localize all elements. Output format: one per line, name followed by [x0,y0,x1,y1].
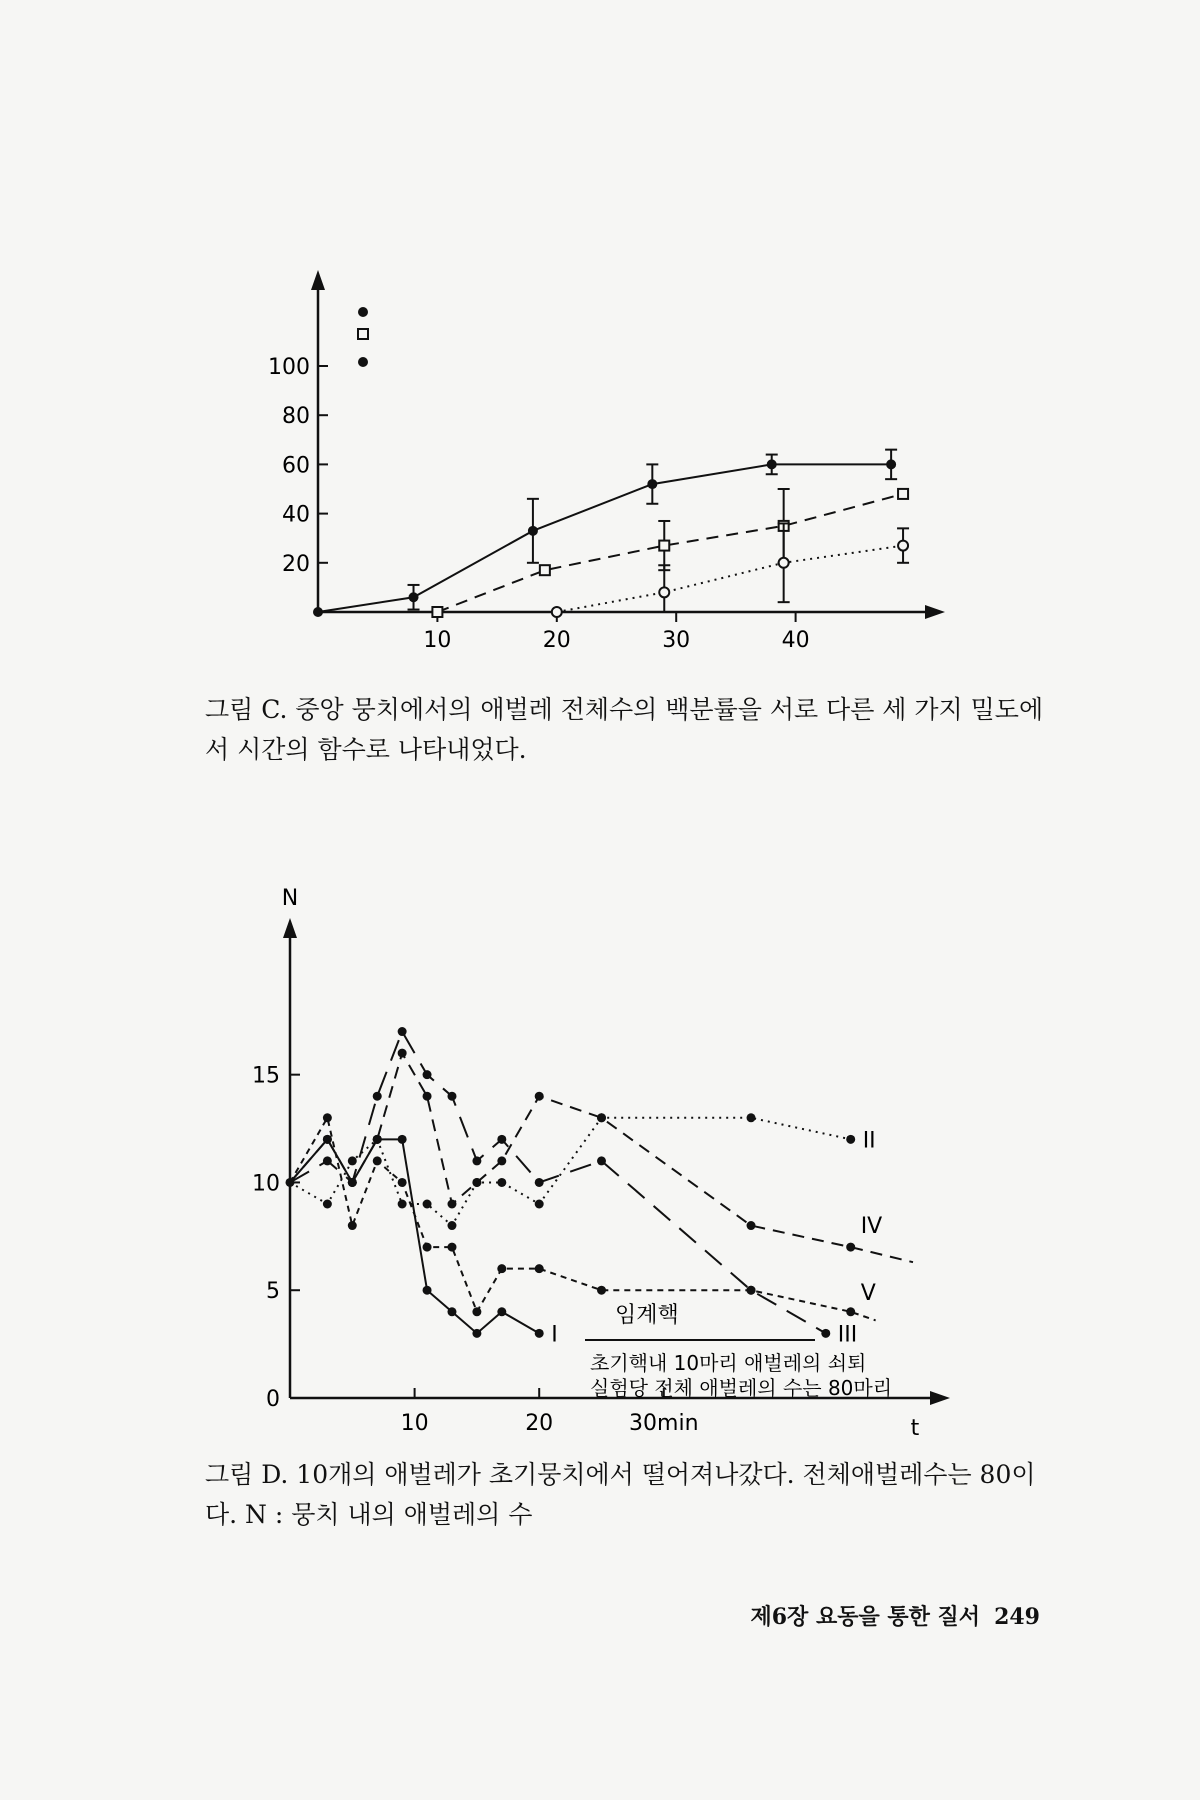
data-point [898,489,908,499]
data-point [472,1178,481,1187]
data-point [373,1156,382,1165]
data-point [821,1329,830,1338]
data-point [472,1156,481,1165]
series-line [290,1139,539,1333]
series-line [290,1032,826,1334]
data-point [497,1178,506,1187]
legend-marker [358,357,368,367]
series-label: V [860,1280,876,1306]
x-tick-label: 20 [542,628,571,653]
figure-c-series [313,450,909,617]
data-point [497,1135,506,1144]
data-point [423,1286,432,1295]
data-point [497,1264,506,1273]
y-tick-label: 20 [282,551,310,577]
data-point [846,1135,855,1144]
y-tick-label: 5 [266,1279,280,1305]
x-axis-arrow [925,605,945,619]
data-point [597,1156,606,1165]
annotation-line-2: 실험당 전체 애벌레의 수는 80마리 [590,1376,893,1400]
data-point [398,1178,407,1187]
page-footer [700,1600,1040,1631]
y-axis-arrow [311,270,325,290]
data-point [597,1113,606,1122]
data-point [597,1286,606,1295]
data-point [348,1221,357,1230]
figure-d-caption: 그림 D. 10개의 애벌레가 초기뭉치에서 떨어져나갔다. 전체애벌레수는 80이다. N : 뭉치 내의 애벌레의 수 [205,1460,1036,1529]
data-point [323,1135,332,1144]
data-point [447,1221,456,1230]
data-point [886,459,896,469]
data-point [398,1135,407,1144]
series-line [557,546,903,612]
figure-c-legend [358,307,368,367]
x-tick-label: 40 [781,628,810,653]
data-point [398,1200,407,1209]
series-label: IV [860,1214,883,1240]
series-label: II [862,1128,876,1154]
page-number: 249 [994,1604,1040,1630]
data-point [747,1286,756,1295]
data-point [447,1200,456,1209]
data-point [552,607,562,617]
y-tick-label: 15 [252,1063,280,1089]
data-point [497,1156,506,1165]
x-axis-label: t [910,1416,920,1441]
data-point [472,1329,481,1338]
data-point [447,1243,456,1252]
data-point [423,1070,432,1079]
data-point [323,1200,332,1209]
data-point [398,1049,407,1058]
data-point [535,1200,544,1209]
data-point [472,1307,481,1316]
y-tick-label: 10 [252,1171,280,1197]
y-tick-label: 100 [268,355,310,380]
data-point [323,1113,332,1122]
data-point [540,565,550,575]
y-tick-label: 0 [266,1387,280,1412]
data-point [535,1264,544,1273]
figure-d-chart [0,850,1200,1450]
x-axis-arrow [930,1391,950,1405]
data-point [779,558,789,568]
chapter-title: 제6장 요동을 통한 질서 [750,1604,981,1630]
legend-marker [358,307,368,317]
data-point [747,1113,756,1122]
data-point [767,459,777,469]
x-tick-label: 10 [423,628,452,653]
x-tick-label: 30min [629,1411,699,1436]
legend-marker [358,329,368,339]
x-tick-label: 30 [662,628,691,653]
data-point [286,1178,295,1187]
x-tick-label: 20 [525,1411,554,1436]
data-point [846,1307,855,1316]
data-point [313,607,323,617]
data-point [535,1178,544,1187]
series-label: I [551,1322,558,1348]
data-point [535,1329,544,1338]
data-point [535,1092,544,1101]
y-tick-label: 80 [282,404,310,430]
data-point [447,1092,456,1101]
data-point [373,1092,382,1101]
data-point [747,1221,756,1230]
data-point [647,479,657,489]
annotation-line-1: 초기핵내 10마리 애벌레의 쇠퇴 [590,1351,867,1375]
figure-d-series [286,1027,914,1347]
series-line [318,464,891,612]
figure-c-axes [268,270,945,653]
data-point [659,587,669,597]
data-point [659,541,669,551]
x-tick-label: 10 [400,1411,429,1436]
y-axis-label: N [281,886,299,911]
data-point [423,1243,432,1252]
data-point [323,1156,332,1165]
figure-d-annotation [585,1303,892,1400]
y-axis-arrow [283,918,297,938]
data-point [409,592,419,602]
data-point [398,1027,407,1036]
series-label: III [837,1322,858,1348]
data-point [423,1200,432,1209]
series-line [437,494,903,612]
data-point [497,1307,506,1316]
data-point [423,1092,432,1101]
data-point [898,541,908,551]
y-tick-label: 40 [282,502,310,528]
data-point [348,1178,357,1187]
annotation-heading: 임계핵 [615,1303,679,1328]
series-line [290,1118,876,1321]
data-point [432,607,442,617]
data-point [348,1156,357,1165]
data-point [447,1307,456,1316]
data-point [528,526,538,536]
data-point [373,1135,382,1144]
data-point [846,1243,855,1252]
figure-c-caption: 그림 C. 중앙 뭉치에서의 애벌레 전체수의 백분률을 서로 다른 세 가지 밀도에서 시간의 함수로 나타내었다. [205,695,1044,764]
figure-c-chart [0,0,1200,700]
y-tick-label: 60 [282,453,310,479]
